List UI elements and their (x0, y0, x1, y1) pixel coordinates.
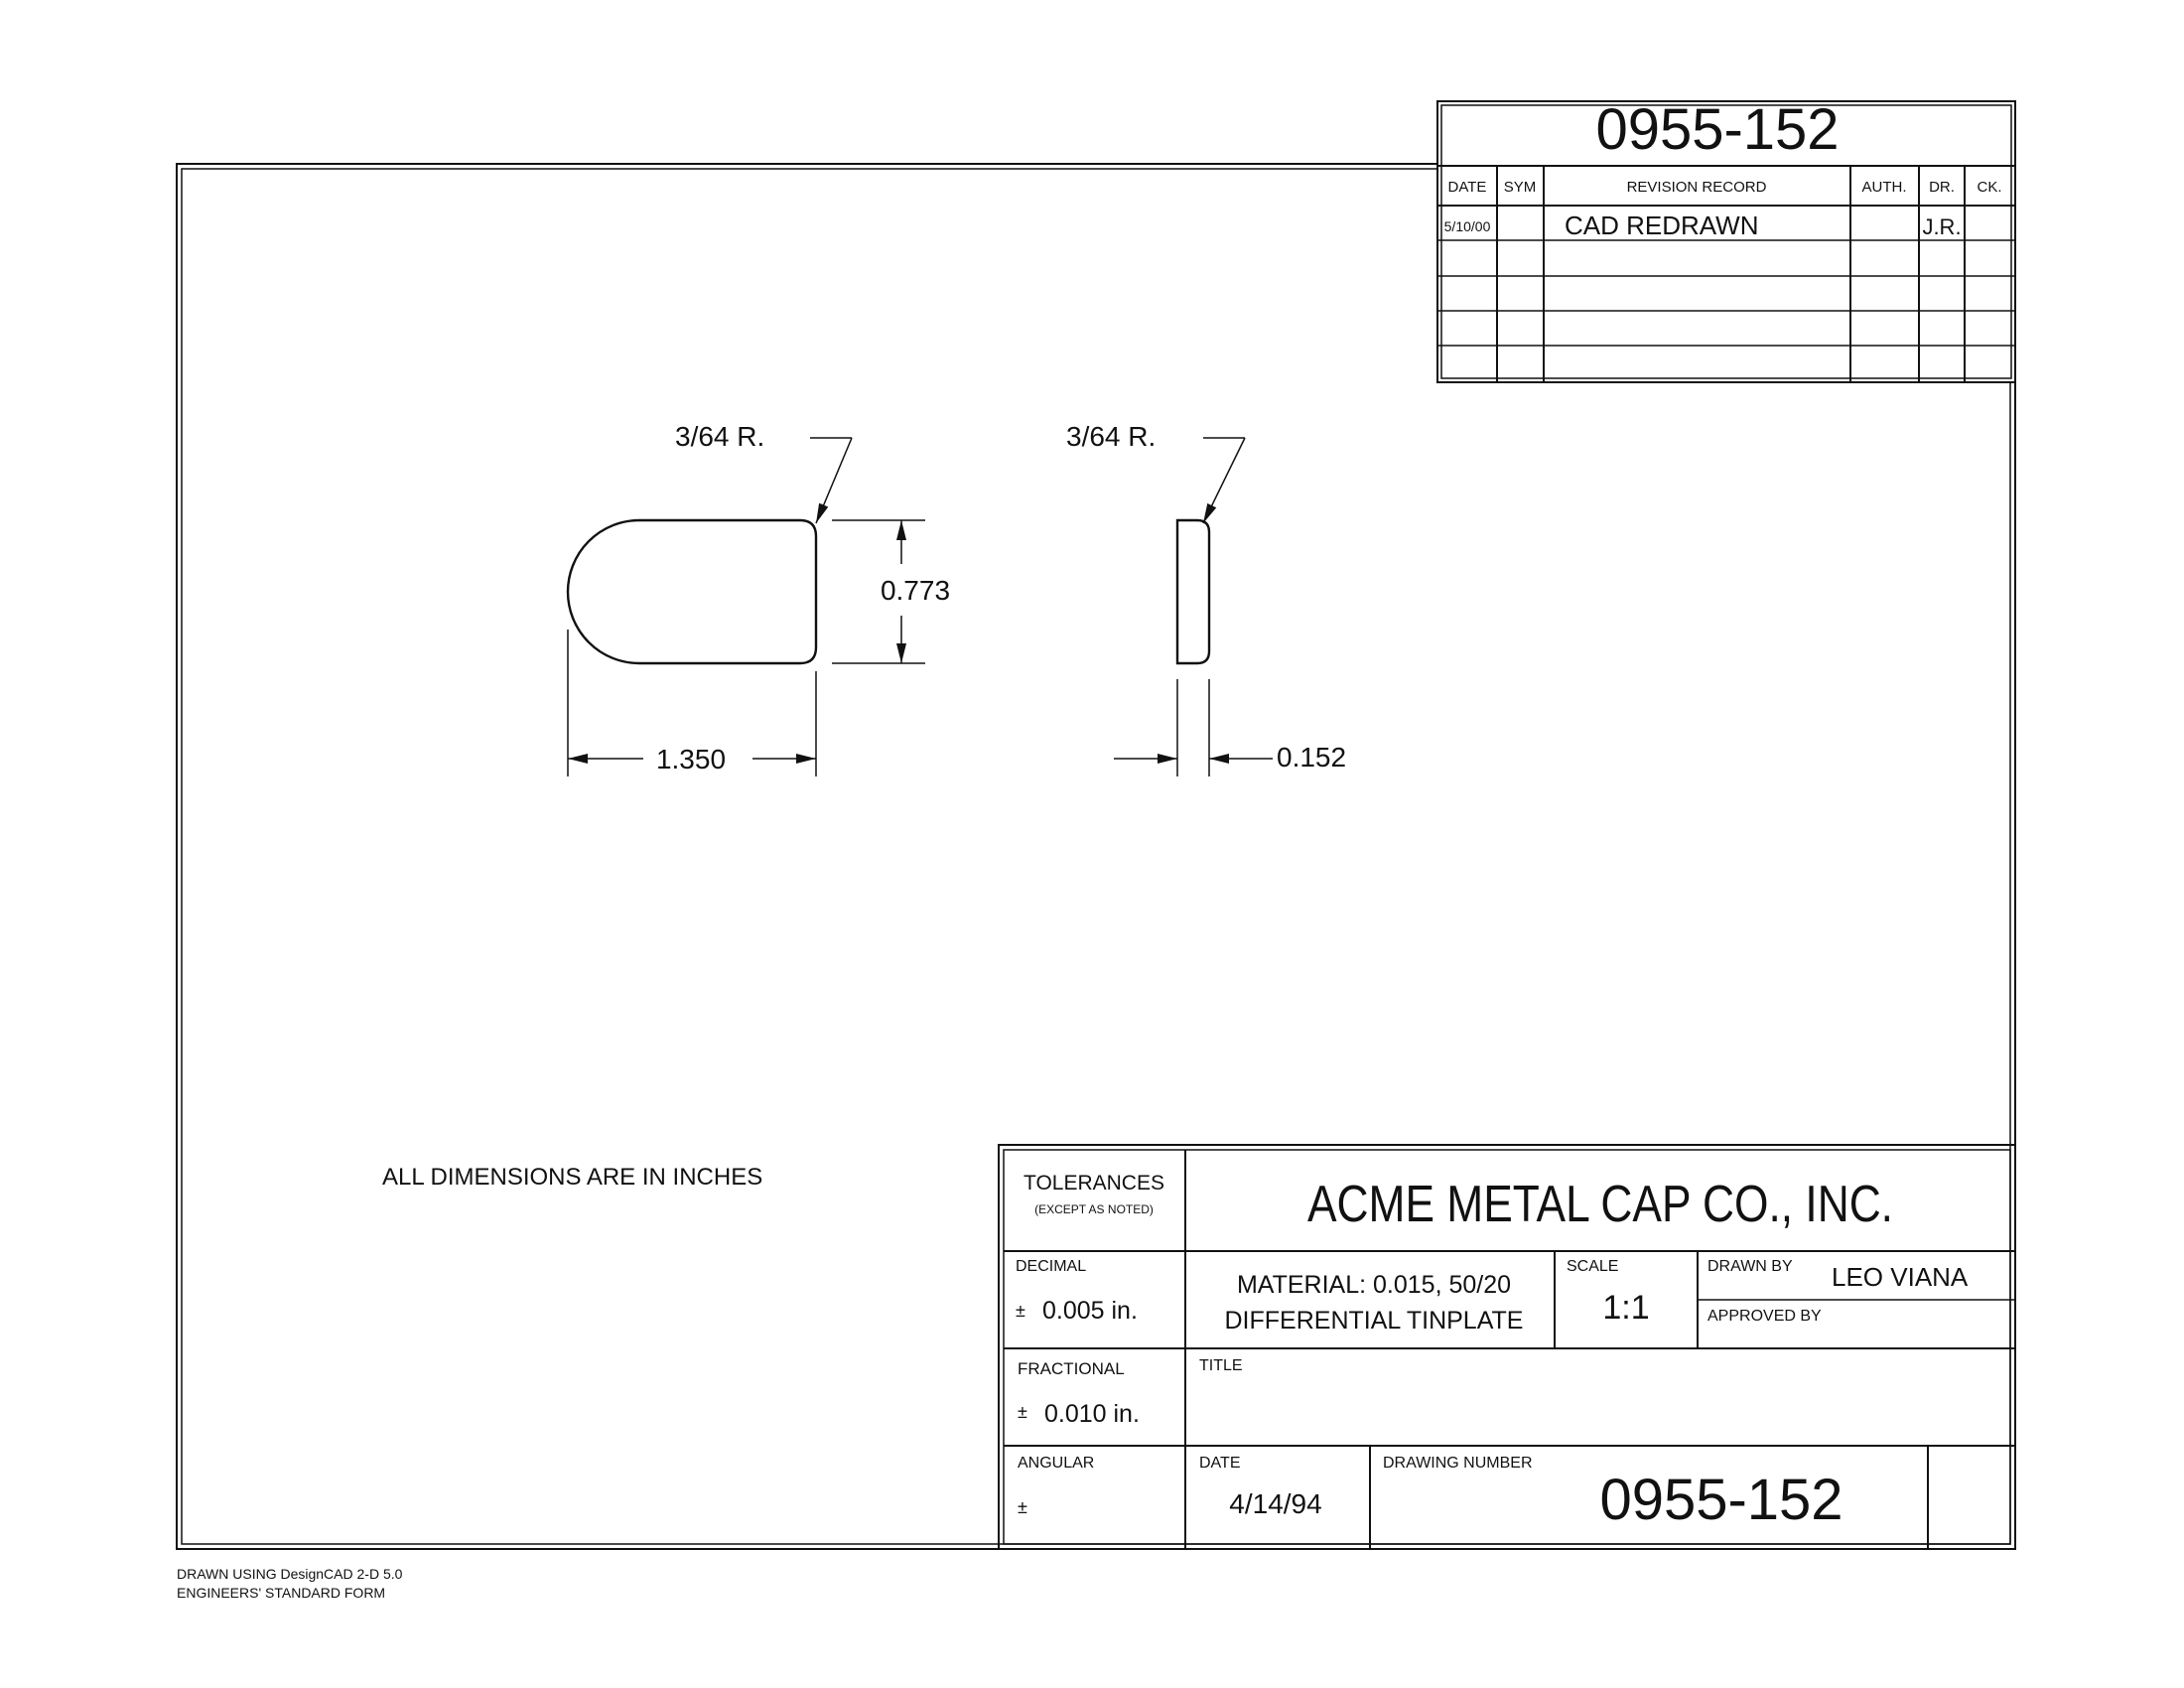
decimal-plus-minus: ± (1016, 1301, 1025, 1321)
drawn-by-label: DRAWN BY (1707, 1258, 1793, 1275)
revision-drawing-number: 0955-152 (1595, 97, 1840, 162)
footer-line2: ENGINEERS' STANDARD FORM (177, 1585, 386, 1601)
fractional-plus-minus: ± (1018, 1402, 1027, 1422)
drawn-by-value: LEO VIANA (1832, 1262, 1969, 1292)
side-view (1066, 421, 1346, 776)
front-view (568, 421, 950, 776)
front-width-dimension: 1.350 (655, 744, 727, 774)
part-outline-front (568, 520, 816, 663)
rev-row-dr: J.R. (1922, 214, 1962, 239)
front-height-dimension: 0.773 (880, 575, 951, 606)
footer-line1: DRAWN USING DesignCAD 2-D 5.0 (177, 1566, 403, 1582)
tolerances-label: TOLERANCES (1024, 1172, 1164, 1195)
side-radius-label: 3/64 R. (1066, 421, 1157, 452)
angular-label: ANGULAR (1018, 1455, 1095, 1472)
rev-header-sym: SYM (1503, 179, 1537, 196)
dimensions-note: ALL DIMENSIONS ARE IN INCHES (382, 1164, 763, 1191)
rev-header-date: DATE (1447, 179, 1487, 196)
date-value: 4/14/94 (1229, 1488, 1322, 1519)
revision-block (1437, 97, 2015, 382)
material-line1: MATERIAL: 0.015, 50/20 (1236, 1271, 1512, 1299)
drawing-number-value: 0955-152 (1599, 1468, 1843, 1532)
part-outline-side (1177, 520, 1209, 663)
decimal-label: DECIMAL (1016, 1258, 1087, 1275)
material-line2: DIFFERENTIAL TINPLATE (1224, 1307, 1524, 1335)
angular-plus-minus: ± (1018, 1497, 1027, 1517)
rev-header-record: REVISION RECORD (1626, 179, 1767, 196)
front-radius-label: 3/64 R. (675, 421, 765, 452)
date-label: DATE (1199, 1455, 1241, 1472)
title-block (999, 1145, 2015, 1549)
scale-value: 1:1 (1602, 1289, 1650, 1327)
fractional-label: FRACTIONAL (1018, 1359, 1125, 1378)
decimal-tolerance-value: 0.005 in. (1042, 1297, 1138, 1325)
rev-row-record: CAD REDRAWN (1565, 211, 1759, 240)
tolerances-sub: (EXCEPT AS NOTED) (1034, 1202, 1154, 1216)
fractional-tolerance-value: 0.010 in. (1044, 1400, 1140, 1428)
approved-by-label: APPROVED BY (1707, 1308, 1822, 1325)
rev-row-date: 5/10/00 (1443, 218, 1491, 234)
drawing-number-label: DRAWING NUMBER (1383, 1455, 1533, 1472)
rev-header-dr: DR. (1929, 179, 1955, 196)
title-label: TITLE (1199, 1357, 1243, 1374)
rev-header-auth: AUTH. (1861, 179, 1907, 196)
company-name: ACME METAL CAP CO., INC. (1307, 1176, 1893, 1233)
side-thickness-dimension: 0.152 (1277, 742, 1347, 773)
scale-label: SCALE (1567, 1258, 1619, 1275)
rev-header-ck: CK. (1977, 179, 2002, 196)
